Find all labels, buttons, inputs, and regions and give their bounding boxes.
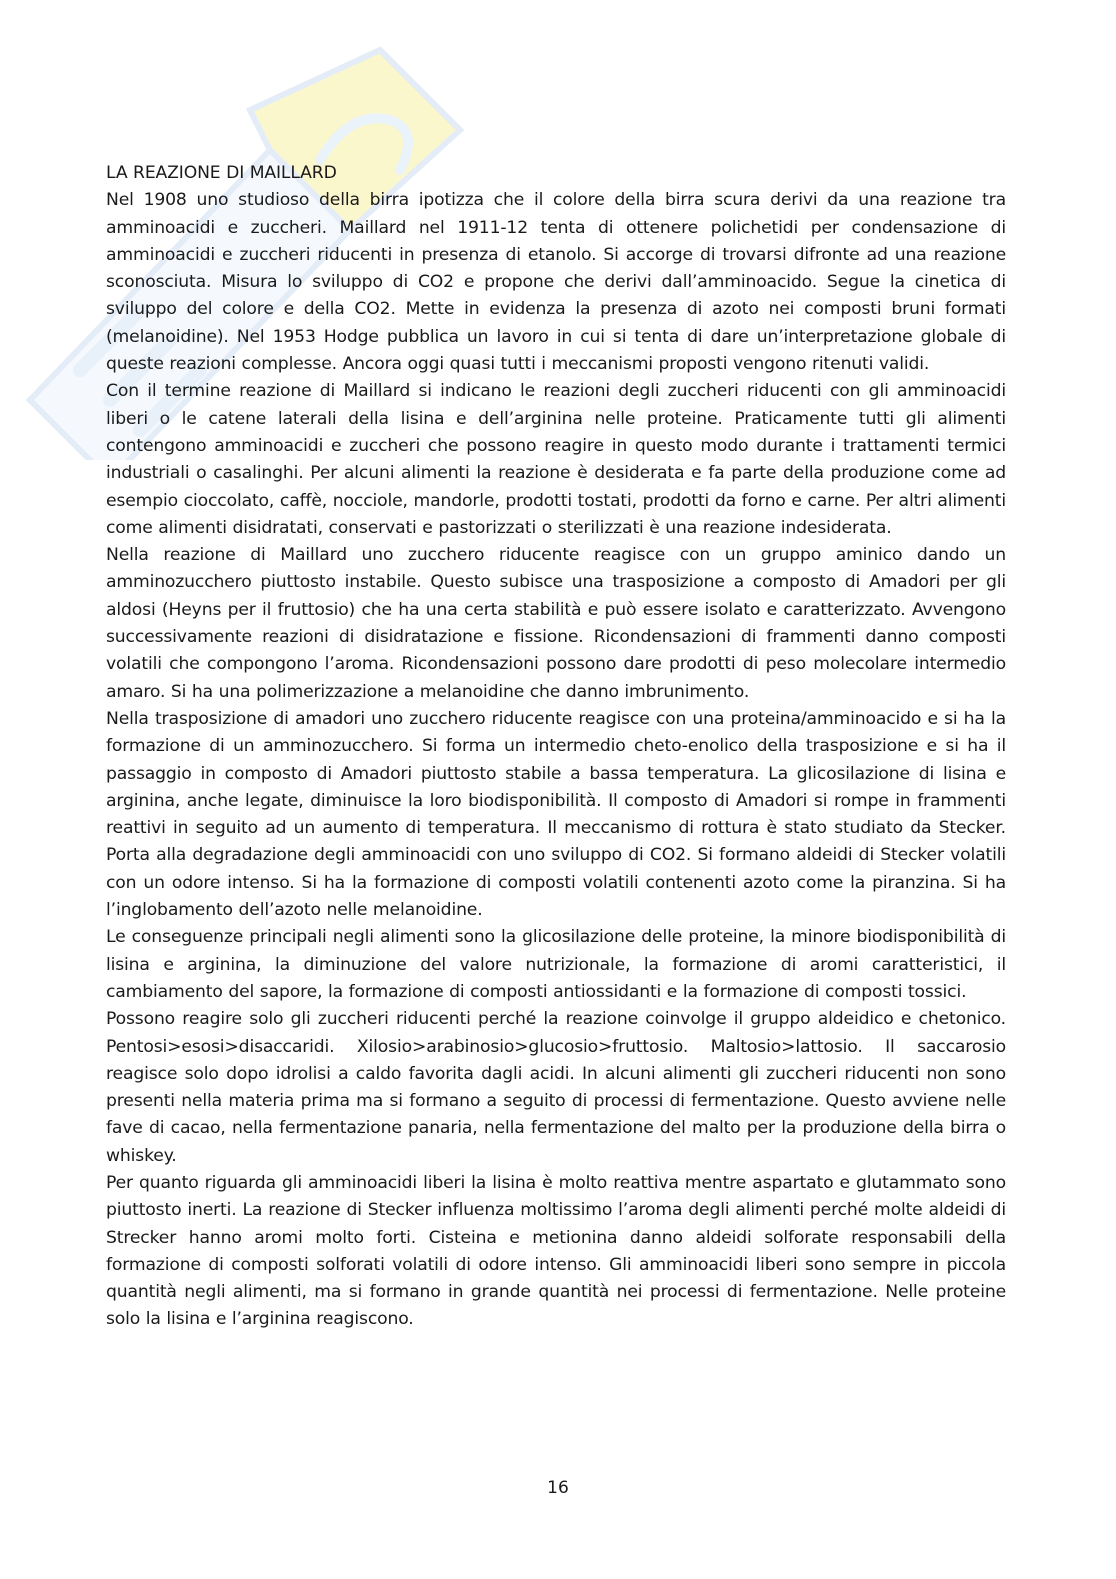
paragraph-amino-acids: Per quanto riguarda gli amminoacidi liberi la lisina è molto reattiva mentre aspartato e glutammato sono piuttosto inerti. La reazione di Stecker influenza moltissimo l’aroma degli alimenti perché molte aldeidi di Strecker hanno aromi molto forti. Cisteina e metionina danno aldeidi solforate responsabili della formazione di composti solforati volatili di odore intenso. Gli amminoacidi liberi sono sempre in piccola quantità negli alimenti, ma si formano in grande quantità nei processi di fermentazione. Nelle proteine solo la lisina e l’arginina reagiscono.	[106, 1172, 1006, 1330]
paragraph-consequences: Le conseguenze principali negli alimenti sono la glicosilazione delle proteine, la minore biodisponibilità di lisina e arginina, la diminuzione del valore nutrizionale, la formazione di aromi caratteristici, il cambiamento del sapore, la formazione di composti antiossidanti e la formazione di composti tossici.	[106, 927, 1006, 1002]
paragraph-history: Nel 1908 uno studioso della birra ipotizza che il colore della birra scura derivi da una reazione tra amminoacidi e zuccheri. Maillard nel 1911-12 tenta di ottenere polichetidi per condensazione di amminoacidi e zuccheri riducenti in presenza di etanolo. Si accorge di trovarsi difronte ad una reazione sconosciuta. Misura lo sviluppo di CO2 e propone che derivi dall’amminoacido. Segue la cinetica di sviluppo del colore e della CO2. Mette in evidenza la presenza di azoto nei composti bruni formati (melanoidine). Nel 1953 Hodge pubblica un lavoro in cui si tenta di dare un’interpretazione globale di queste reazioni complesse. Ancora oggi quasi tutti i meccanismi proposti vengono ritenuti validi.	[106, 190, 1006, 375]
paragraph-definition: Con il termine reazione di Maillard si indicano le reazioni degli zuccheri riducenti con gli amminoacidi liberi o le catene laterali della lisina e dell’arginina nelle proteine. Praticamente tutti gli alimenti contengono amminoacidi e zuccheri che possono reagire in questo modo durante i trattamenti termici industriali o casalinghi. Per alcuni alimenti la reazione è desiderata e fa parte della produzione come ad esempio cioccolato, caffè, nocciole, mandorle, prodotti tostati, prodotti da forno e carne. Per altri alimenti come alimenti disidratati, conservati e pastorizzati o sterilizzati è una reazione indesiderata.	[106, 381, 1006, 538]
page-number: 16	[547, 1478, 569, 1498]
paragraph-sugars: Possono reagire solo gli zuccheri riducenti perché la reazione coinvolge il gruppo aldeidico e chetonico. Pentosi>esosi>disaccaridi. Xilosio>arabinosio>glucosio>fruttosio. Maltosio>lattosio. Il saccarosio reagisce solo dopo idrolisi a caldo favorita dagli acidi. In alcuni alimenti gli zuccheri riducenti non sono presenti nella materia prima ma si formano a seguito di processi di fermentazione. Questo avviene nelle fave di cacao, nella fermentazione panaria, nella fermentazione del malto per la produzione della birra o whiskey.	[106, 1009, 1006, 1166]
document-body	[106, 160, 1006, 1334]
paragraph-mechanism: Nella reazione di Maillard uno zucchero riducente reagisce con un gruppo aminico dando un amminozucchero piuttosto instabile. Questo subisce una trasposizione a composto di Amadori per gli aldosi (Heyns per il fruttosio) che ha una certa stabilità e può essere isolato e caratterizzato. Avvengono successivamente reazioni di disidratazione e fissione. Ricondensazioni di frammenti danno composti volatili che compongono l’aroma. Ricondensazioni possono dare prodotti di peso molecolare intermedio amaro. Si ha una polimerizzazione a melanoidine che danno imbrunimento.	[106, 545, 1006, 702]
document-title: LA REAZIONE DI MAILLARD	[106, 163, 337, 183]
paragraph-amadori: Nella trasposizione di amadori uno zucchero riducente reagisce con una proteina/amminoacido e si ha la formazione di un amminozucchero. Si forma un intermedio cheto-enolico della trasposizione e si ha il passaggio in composto di Amadori piuttosto stabile a bassa temperatura. La glicosilazione di lisina e arginina, anche legate, diminuisce la loro biodisponibilità. Il composto di Amadori si rompe in frammenti reattivi in seguito ad un aumento di temperatura. Il meccanismo di rottura è stato studiato da Stecker. Porta alla degradazione degli amminoacidi con uno sviluppo di CO2. Si formano aldeidi di Stecker volatili con un odore intenso. Si ha la formazione di composti volatili contenenti azoto come la piranzina. Si ha l’inglobamento dell’azoto nelle melanoidine.	[106, 708, 1006, 921]
